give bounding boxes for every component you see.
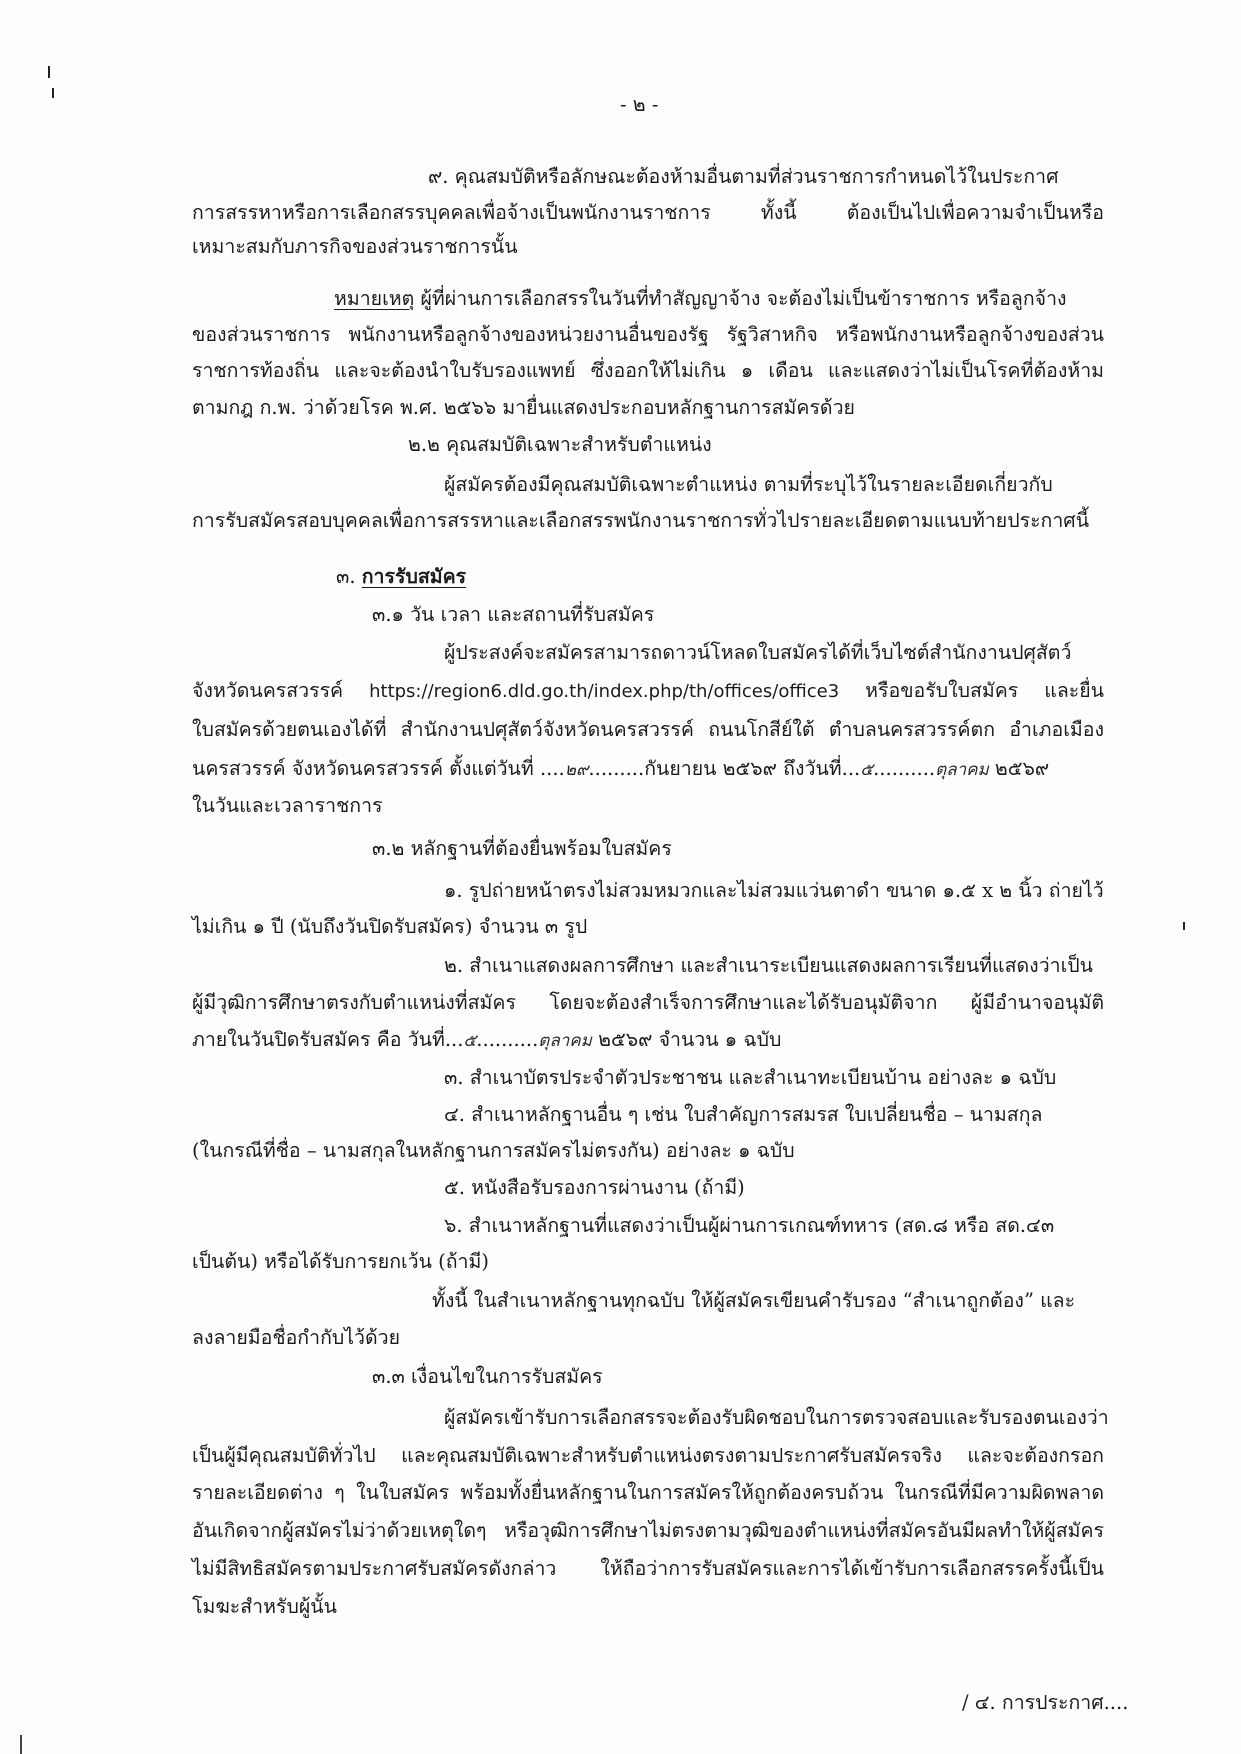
handwritten-start-day: ๒๙ bbox=[564, 760, 589, 780]
remark-line-3: ราชการท้องถิ่น และจะต้องนำใบรับรองแพทย์ ซึ่งออกให้ไม่เกิน ๑ เดือน และแสดงว่าไม่เป็นโรคที่ต้องห้าม bbox=[192, 359, 1104, 382]
remark-text: ผู้ที่ผ่านการเลือกสรรในวันที่ทำสัญญาจ้าง จะต้องไม่เป็นข้าราชการ หรือลูกจ้าง bbox=[420, 287, 1067, 310]
section-3-1-line-1: ผู้ประสงค์จะสมัครสามารถดาวน์โหลดใบสมัครได้ที่เว็บไซต์สำนักงานปศุสัตว์ bbox=[444, 641, 1072, 664]
section-3-1-heading: ๓.๑ วัน เวลา และสถานที่รับสมัคร bbox=[372, 603, 655, 626]
doc-2-line-3: ภายในวันปิดรับสมัคร คือ วันที่...๕..........ตุลาคม ๒๕๖๙ จำนวน ๑ ฉบับ bbox=[192, 1028, 782, 1051]
scan-mark bbox=[1183, 922, 1185, 930]
continuation-note: / ๔. การประกาศ.... bbox=[962, 1691, 1129, 1714]
section-3-3-line-6: โมฆะสำหรับผู้นั้น bbox=[192, 1595, 337, 1618]
page-number: - ๒ - bbox=[620, 93, 659, 116]
doc-1-line-2: ไม่เกิน ๑ ปี (นับถึงวันปิดรับสมัคร) จำนวน ๓ รูป bbox=[192, 915, 588, 938]
scan-mark bbox=[20, 1735, 22, 1754]
handwritten-close-day: ๕ bbox=[463, 1031, 477, 1051]
handwritten-close-month: ตุลาคม bbox=[538, 1031, 592, 1051]
clause-9-line-3: เหมาะสมกับภารกิจของส่วนราชการนั้น bbox=[192, 235, 518, 258]
clause-9-line-1: ๙. คุณสมบัติหรือลักษณะต้องห้ามอื่นตามที่ส่วนราชการกำหนดไว้ในประกาศ bbox=[428, 165, 1059, 188]
remark-line-1 bbox=[334, 284, 1067, 314]
clause-9-line-2: การสรรหาหรือการเลือกสรรบุคคลเพื่อจ้างเป็นพนักงานราชการ ทั้งนี้ ต้องเป็นไปเพื่อความจำเป็นหรือ bbox=[192, 201, 1104, 224]
note-line-2: ลงลายมือชื่อกำกับไว้ด้วย bbox=[192, 1326, 401, 1349]
section-3-number: ๓. bbox=[336, 565, 356, 588]
section-3-title: การรับสมัคร bbox=[361, 565, 467, 588]
remark-line-4: ตามกฎ ก.พ. ว่าด้วยโรค พ.ศ. ๒๕๖๖ มายื่นแสดงประกอบหลักฐานการสมัครด้วย bbox=[192, 396, 855, 419]
section-3-3-line-3: รายละเอียดต่าง ๆ ในใบสมัคร พร้อมทั้งยื่นหลักฐานในการสมัครให้ถูกต้องครบถ้วน ในกรณีที่มีความผิดพลาด bbox=[192, 1481, 1104, 1504]
section-2-2-line-1: ผู้สมัครต้องมีคุณสมบัติเฉพาะตำแหน่ง ตามที่ระบุไว้ในรายละเอียดเกี่ยวกับ bbox=[444, 473, 1053, 496]
doc-2-line-1: ๒. สำเนาแสดงผลการศึกษา และสำเนาระเบียนแสดงผลการเรียนที่แสดงว่าเป็น bbox=[444, 954, 1093, 977]
doc-1-line-1: ๑. รูปถ่ายหน้าตรงไม่สวมหมวกและไม่สวมแว่นตาดำ ขนาด ๑.๕ x ๒ นิ้ว ถ่ายไว้ bbox=[444, 879, 1104, 902]
doc-3: ๓. สำเนาบัตรประจำตัวประชาชน และสำเนาทะเบียนบ้าน อย่างละ ๑ ฉบับ bbox=[444, 1066, 1057, 1089]
section-3-1-line-2: จังหวัดนครสวรรค์ https://region6.dld.go.th/index.php/th/offices/office3 หรือขอรับใบสมัคร และยื่น bbox=[192, 679, 1105, 702]
doc-6-line-1: ๖. สำเนาหลักฐานที่แสดงว่าเป็นผู้ผ่านการเกณฑ์ทหาร (สด.๘ หรือ สด.๔๓ bbox=[444, 1214, 1055, 1237]
section-2-2-heading: ๒.๒ คุณสมบัติเฉพาะสำหรับตำแหน่ง bbox=[408, 433, 712, 456]
note-line-1: ทั้งนี้ ในสำเนาหลักฐานทุกฉบับ ให้ผู้สมัครเขียนคำรับรอง “สำเนาถูกต้อง” และ bbox=[432, 1289, 1076, 1312]
website-url[interactable]: https://region6.dld.go.th/index.php/th/offices/office3 bbox=[369, 681, 840, 702]
scan-mark bbox=[48, 66, 50, 78]
handwritten-end-day: ๕ bbox=[860, 760, 874, 780]
section-3-3-line-5: ไม่มีสิทธิสมัครตามประกาศรับสมัครดังกล่าว ให้ถือว่าการรับสมัครและการได้เข้ารับการเลือกสรรครั้งนี้เป็น bbox=[192, 1557, 1104, 1580]
doc-4-line-1: ๔. สำเนาหลักฐานอื่น ๆ เช่น ใบสำคัญการสมรส ใบเปลี่ยนชื่อ – นามสกุล bbox=[444, 1103, 1043, 1126]
section-3-2-heading: ๓.๒ หลักฐานที่ต้องยื่นพร้อมใบสมัคร bbox=[372, 837, 672, 860]
doc-5: ๕. หนังสือรับรองการผ่านงาน (ถ้ามี) bbox=[444, 1176, 745, 1199]
handwritten-end-month: ตุลาคม bbox=[935, 760, 989, 780]
remark-line-2: ของส่วนราชการ พนักงานหรือลูกจ้างของหน่วยงานอื่นของรัฐ รัฐวิสาหกิจ หรือพนักงานหรือลูกจ้างของส่วน bbox=[192, 323, 1104, 346]
section-3-1-line-3: ใบสมัครด้วยตนเองได้ที่ สำนักงานปศุสัตว์จังหวัดนครสวรรค์ ถนนโกสีย์ใต้ ตำบลนครสวรรค์ตก อำเภอเมือง bbox=[192, 718, 1104, 741]
section-3-heading bbox=[336, 562, 466, 592]
section-3-1-line-4: นครสวรรค์ จังหวัดนครสวรรค์ ตั้งแต่วันที่ ....๒๙.........กันยายน ๒๕๖๙ ถึงวันที่...๕..........ตุลาคม ๒๕๖๙ bbox=[192, 757, 1050, 780]
remark-label: หมายเหตุ bbox=[334, 287, 415, 310]
scan-mark bbox=[52, 88, 54, 98]
section-3-3-line-4: อันเกิดจากผู้สมัครไม่ว่าด้วยเหตุใดๆ หรือวุฒิการศึกษาไม่ตรงตามวุฒิของตำแหน่งที่สมัครอันมีผลทำให้ผู้สมัคร bbox=[192, 1519, 1104, 1542]
doc-4-line-2: (ในกรณีที่ชื่อ – นามสกุลในหลักฐานการสมัครไม่ตรงกัน) อย่างละ ๑ ฉบับ bbox=[192, 1139, 795, 1162]
doc-6-line-2: เป็นต้น) หรือได้รับการยกเว้น (ถ้ามี) bbox=[192, 1250, 489, 1273]
section-3-3-line-1: ผู้สมัครเข้ารับการเลือกสรรจะต้องรับผิดชอบในการตรวจสอบและรับรองตนเองว่า bbox=[444, 1406, 1109, 1429]
section-3-3-line-2: เป็นผู้มีคุณสมบัติทั่วไป และคุณสมบัติเฉพาะสำหรับตำแหน่งตรงตามประกาศรับสมัครจริง และจะต้องกรอก bbox=[192, 1444, 1104, 1467]
doc-2-line-2: ผู้มีวุฒิการศึกษาตรงกับตำแหน่งที่สมัคร โดยจะต้องสำเร็จการศึกษาและได้รับอนุมัติจาก ผู้มีอำนาจอนุมัติ bbox=[192, 991, 1104, 1014]
section-2-2-line-2: การรับสมัครสอบบุคคลเพื่อการสรรหาและเลือกสรรพนักงานราชการทั่วไปรายละเอียดตามแนบท้ายประกาศนี้ bbox=[192, 509, 1090, 532]
section-3-3-heading: ๓.๓ เงื่อนไขในการรับสมัคร bbox=[372, 1365, 603, 1388]
section-3-1-line-5: ในวันและเวลาราชการ bbox=[192, 794, 383, 817]
